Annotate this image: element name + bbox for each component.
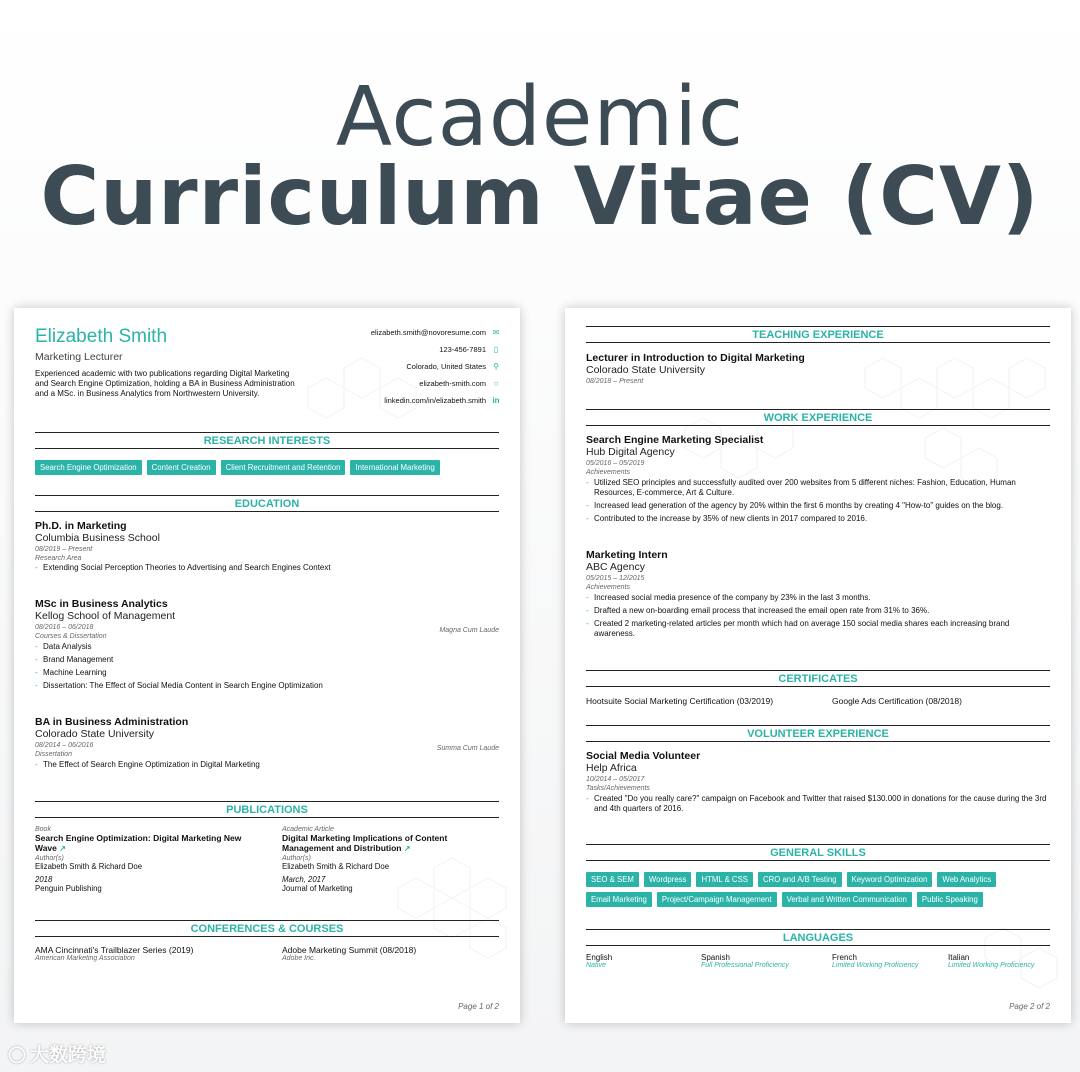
list-item: - Utilized SEO principles and successfully audited over 200 websites from 5 different niches: Fashion, Education, Human Resources, E-commerce, Art & Culture. <box>586 478 1050 498</box>
list-item: - Contributed to the increase by 35% of new clients in 2017 compared to 2016. <box>586 514 1050 524</box>
list-item: - Brand Management <box>35 655 499 665</box>
language-name: English <box>586 953 613 962</box>
volunteer-entry <box>586 750 1050 814</box>
publication-title-text: Digital Marketing Implications of Content Management and Distribution <box>282 833 448 853</box>
skill-tag: CRO and A/B Testing <box>758 872 842 887</box>
section-certificates: CERTIFICATES <box>586 670 1050 687</box>
date-range: 08/2018 – Present <box>586 378 644 385</box>
language-entry <box>948 953 1034 969</box>
language-name: French <box>832 953 857 962</box>
research-tags <box>35 460 505 475</box>
entry-label: Tasks/Achievements <box>586 785 650 792</box>
section-work-experience: WORK EXPERIENCE <box>586 409 1050 426</box>
job-title: Social Media Volunteer <box>586 750 701 762</box>
candidate-name: Elizabeth Smith <box>35 326 168 347</box>
list-item: - Created 2 marketing-related articles per month which had on average 150 social media shares each increasing brand awareness. <box>586 619 1050 639</box>
teaching-entry <box>586 352 1050 385</box>
certificate-item: Hootsuite Social Marketing Certification (03/2019) <box>586 696 774 706</box>
publication-date: 2018 <box>35 875 53 884</box>
contact-email-text: elizabeth.smith@novoresume.com <box>370 328 486 337</box>
list-item: - Data Analysis <box>35 642 499 652</box>
language-level: Native <box>586 962 606 969</box>
list-item: - Extending Social Perception Theories to Advertising and Search Engines Context <box>35 563 499 573</box>
section-publications: PUBLICATIONS <box>35 801 499 818</box>
contact-website-text: elizabeth-smith.com <box>419 379 486 388</box>
honor-label: Summa Cum Laude <box>436 745 499 752</box>
work-entry <box>586 434 1050 524</box>
conference-name: AMA Cincinnati's Trailblazer Series (2019) <box>35 945 194 955</box>
contact-phone-text: 123-456-7891 <box>439 345 486 354</box>
school-name: Kellog School of Management <box>35 610 176 622</box>
publication-title[interactable] <box>35 833 250 854</box>
language-entry <box>586 953 612 969</box>
school-name: Colorado State University <box>35 728 155 740</box>
section-research-interests: RESEARCH INTERESTS <box>35 432 499 449</box>
skill-tag: HTML & CSS <box>696 872 753 887</box>
job-title: Lecturer in Introduction to Digital Marketing <box>586 352 805 364</box>
publisher: Journal of Marketing <box>282 884 353 893</box>
date-range: 05/2016 – 05/2019 <box>586 460 645 467</box>
job-title: Marketing Intern <box>586 549 668 561</box>
publication-type: Academic Article <box>282 826 334 833</box>
authors: Elizabeth Smith & Richard Doe <box>35 862 143 871</box>
language-name: Italian <box>948 953 970 962</box>
date-range: 08/2016 – 06/2018 <box>35 624 94 631</box>
job-title: Search Engine Marketing Specialist <box>586 434 764 446</box>
section-education: EDUCATION <box>35 495 499 512</box>
publication-date: March, 2017 <box>282 875 326 884</box>
list-item: - Machine Learning <box>35 668 499 678</box>
section-volunteer-experience: VOLUNTEER EXPERIENCE <box>586 725 1050 742</box>
date-range: 08/2019 – Present <box>35 546 93 553</box>
degree-title: MSc in Business Analytics <box>35 598 168 610</box>
candidate-role: Marketing Lecturer <box>35 351 123 363</box>
cv-page-2 <box>565 308 1071 1023</box>
phone-icon: ▯ <box>493 344 499 354</box>
publication-title-text: Search Engine Optimization: Digital Marketing New Wave <box>35 833 242 853</box>
skill-tag: Wordpress <box>644 872 692 887</box>
linkedin-icon: in <box>492 395 500 405</box>
school-name: Columbia Business School <box>35 532 160 544</box>
summary-text: Experienced academic with two publications regarding Digital Marketing and Search Engine Optimization, holding a BA in Business Administration and a MSc. in Business Analytics from Northwestern University. <box>35 369 295 398</box>
entry-label: Achievements <box>586 584 630 591</box>
section-languages: LANGUAGES <box>586 929 1050 946</box>
language-level: Full Professional Proficiency <box>701 962 789 969</box>
skill-tag: Web Analytics <box>937 872 996 887</box>
publication-type: Book <box>35 826 51 833</box>
certificate-item: Google Ads Certification (08/2018) <box>832 696 962 706</box>
language-entry <box>701 953 789 969</box>
page-number: Page 2 of 2 <box>1009 1002 1050 1011</box>
skill-tag: Verbal and Written Communication <box>782 892 912 907</box>
cv-page-1 <box>14 308 520 1023</box>
conference-name: Adobe Marketing Summit (08/2018) <box>282 945 417 955</box>
entry-label: Dissertation <box>35 751 72 758</box>
hero-title-line2: Curriculum Vitae (CV) <box>40 150 1040 243</box>
research-tag: Content Creation <box>147 460 216 475</box>
skill-tags <box>586 872 1056 907</box>
degree-title: BA in Business Administration <box>35 716 189 728</box>
watermark-text: 大数跨境 <box>29 1045 106 1066</box>
language-level: Limited Working Proficiency <box>948 962 1035 969</box>
globe-icon: ○ <box>493 378 499 388</box>
skill-tag: Keyword Optimization <box>847 872 933 887</box>
contact-email[interactable] <box>371 328 500 337</box>
envelope-icon: ✉ <box>492 327 500 337</box>
contact-location <box>406 362 500 371</box>
conference-org: Adobe Inc. <box>282 955 316 962</box>
contact-location-text: Colorado, United States <box>406 362 486 371</box>
research-tag: International Marketing <box>350 460 439 475</box>
org-name: Hub Digital Agency <box>586 446 675 458</box>
contact-phone[interactable] <box>439 345 500 354</box>
entry-label: Research Area <box>35 555 82 562</box>
authors: Elizabeth Smith & Richard Doe <box>282 862 390 871</box>
skill-tag: SEO & SEM <box>586 872 639 887</box>
language-name: Spanish <box>701 953 730 962</box>
date-range: 08/2014 – 06/2016 <box>35 742 94 749</box>
contact-linkedin-text: linkedin.com/in/elizabeth.smith <box>384 396 486 405</box>
watermark-logo-icon: ◯ <box>8 1045 26 1063</box>
org-name: Help Africa <box>586 762 637 774</box>
publication-entry <box>35 826 250 893</box>
section-general-skills: GENERAL SKILLS <box>586 844 1050 861</box>
hero-title-line1: Academic <box>335 70 745 165</box>
skill-tag: Public Speaking <box>917 892 983 907</box>
contact-linkedin[interactable] <box>384 396 500 405</box>
research-tag: Search Engine Optimization <box>35 460 142 475</box>
authors-label: Author(s) <box>282 855 311 862</box>
language-level: Limited Working Proficiency <box>832 962 919 969</box>
conference-org: American Marketing Association <box>35 955 135 962</box>
date-range: 10/2014 – 05/2017 <box>586 776 645 783</box>
education-entry <box>35 716 499 770</box>
external-link-icon[interactable]: ↗ <box>403 844 411 853</box>
org-name: Colorado State University <box>586 364 706 376</box>
research-tag: Client Recruitment and Retention <box>221 460 346 475</box>
skill-tag: Email Marketing <box>586 892 652 907</box>
skill-tag: Project/Campaign Management <box>657 892 777 907</box>
entry-label: Achievements <box>586 469 630 476</box>
honor-label: Magna Cum Laude <box>439 627 499 634</box>
education-entry <box>35 520 499 573</box>
list-item: - Increased lead generation of the agency by 20% within the first 6 months by creating 4 "How-to" guides on the blog. <box>586 501 1050 511</box>
language-entry <box>832 953 918 969</box>
list-item: - Drafted a new on-boarding email process that increased the email open rate from 31% to 36%. <box>586 606 1050 616</box>
section-conferences: CONFERENCES & COURSES <box>35 920 499 937</box>
authors-label: Author(s) <box>35 855 64 862</box>
list-item: - Created "Do you really care?" campaign on Facebook and Twitter that raised $130.000 in donations for the cause during the 3rd and 4th quarters of 2016. <box>586 794 1050 814</box>
list-item: - Dissertation: The Effect of Social Media Content in Search Engine Optimization <box>35 681 499 691</box>
date-range: 05/2015 – 12/2015 <box>586 575 645 582</box>
degree-title: Ph.D. in Marketing <box>35 520 127 532</box>
location-pin-icon: ⚲ <box>493 361 499 371</box>
work-entry <box>586 549 1050 639</box>
publication-title[interactable] <box>282 833 497 854</box>
page-number: Page 1 of 2 <box>458 1002 499 1011</box>
external-link-icon[interactable]: ↗ <box>59 844 66 853</box>
list-item: - The Effect of Search Engine Optimization in Digital Marketing <box>35 760 499 770</box>
conference-entry <box>35 945 193 962</box>
education-entry <box>35 598 499 691</box>
conference-entry <box>282 945 416 962</box>
publication-entry <box>282 826 497 893</box>
org-name: ABC Agency <box>586 561 645 573</box>
watermark <box>8 1040 106 1067</box>
entry-label: Courses & Dissertation <box>35 633 107 640</box>
publisher: Penguin Publishing <box>35 884 102 893</box>
section-teaching-experience: TEACHING EXPERIENCE <box>586 326 1050 343</box>
list-item: - Increased social media presence of the company by 23% in the last 3 months. <box>586 593 1050 603</box>
contact-website[interactable] <box>419 379 500 388</box>
